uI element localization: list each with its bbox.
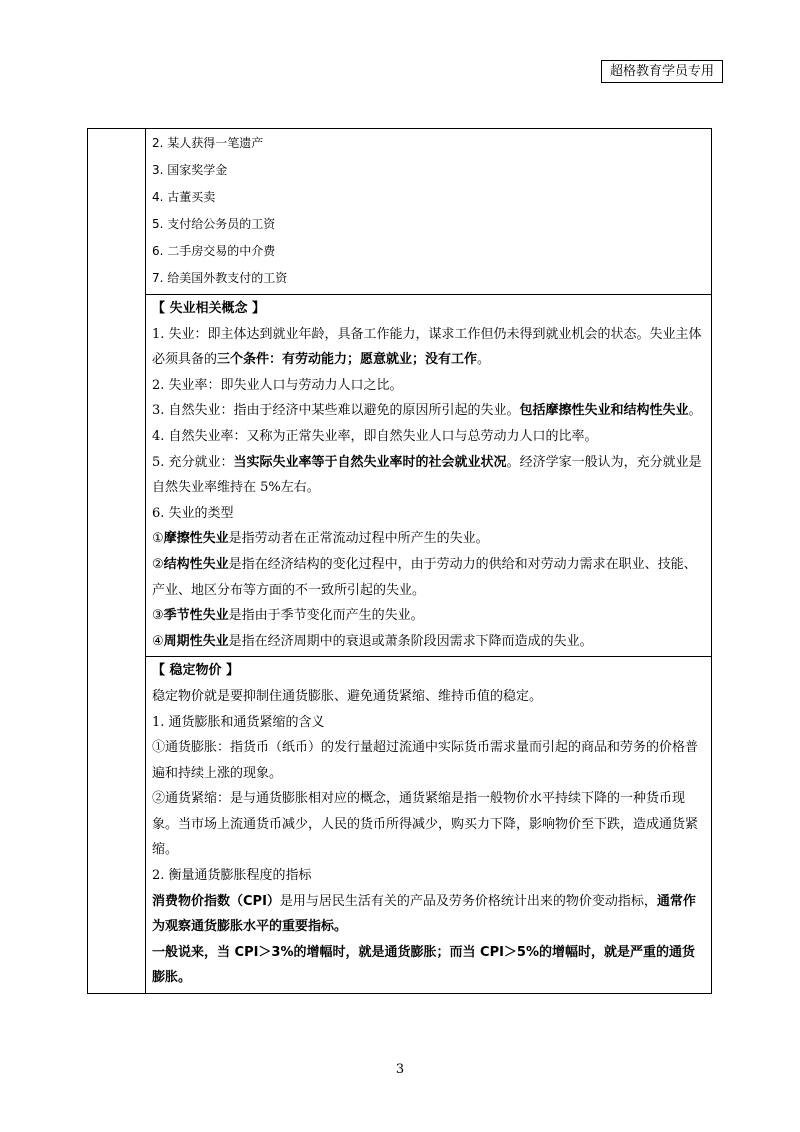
section-title-unemployment: 【 失业相关概念 】 xyxy=(152,301,266,316)
list-item: 6. 二手房交易的中介费 xyxy=(152,244,276,258)
list-item: 2. 某人获得一笔遗产 xyxy=(152,136,264,150)
unemployment-cell xyxy=(146,295,712,657)
inflation-definition: ①通货膨胀：指货币（纸币）的发行量超过流通中实际货币需求量而引起的商品和劳务的价格普遍和持续上涨的现象。 xyxy=(152,740,699,781)
prices-subheading-2: 2. 衡量通货膨胀程度的指标 xyxy=(152,868,312,884)
unemployment-types-heading: 6. 失业的类型 xyxy=(152,505,234,521)
examples-cell xyxy=(146,129,712,295)
list-item: 7. 给美国外教支付的工资 xyxy=(152,271,288,285)
prices-cell xyxy=(146,657,712,994)
unemployment-rate: 2. 失业率：即失业人口与劳动力人口之比。 xyxy=(152,377,403,393)
natural-unemployment-rate: 4. 自然失业率：又称为正常失业率，即自然失业人口与总劳动力人口的比率。 xyxy=(152,428,598,444)
section-title-prices: 【 稳定物价 】 xyxy=(152,663,240,679)
header-label: 超格教育学员专用 xyxy=(601,60,723,83)
seasonal-unemployment: ③季节性失业是指由于季节变化而产生的失业。 xyxy=(152,608,424,624)
natural-unemployment: 3. 自然失业：指由于经济中某些难以避免的原因所引起的失业。包括摩擦性失业和结构性失业。 xyxy=(152,403,702,419)
cyclical-unemployment: ④周期性失业是指在经济周期中的衰退或萧条阶段因需求下降而造成的失业。 xyxy=(152,633,593,649)
list-item: 5. 支付给公务员的工资 xyxy=(152,217,276,231)
list-item: 4. 古董买卖 xyxy=(152,190,216,204)
prices-intro: 稳定物价就是要抑制住通货膨胀、避免通货紧缩、维持币值的稳定。 xyxy=(152,688,543,704)
prices-subheading-1: 1. 通货膨胀和通货紧缩的含义 xyxy=(152,714,325,730)
page-number: 3 xyxy=(395,1062,405,1077)
content-table xyxy=(87,128,712,994)
cpi-rule: 一般说来，当 CPI＞3%的增幅时，就是通货膨胀；而当 CPI＞5%的增幅时，就是严重的通货膨胀。 xyxy=(152,944,696,986)
deflation-definition: ②通货紧缩：是与通货膨胀相对应的概念，通货紧缩是指一般物价水平持续下降的一种货币现象。当市场上流通货币减少，人民的货币所得减少，购买力下降，影响物价至下跌，造成通货紧缩。 xyxy=(152,791,699,858)
cpi-definition: 消费物价指数（CPI）是用与居民生活有关的产品及劳务价格统计出来的物价变动指标，通常作为观察通货膨胀水平的重要指标。 xyxy=(152,893,696,935)
left-column xyxy=(88,129,146,994)
full-employment: 5. 充分就业：当实际失业率等于自然失业率时的社会就业状况。经济学家一般认为，充分就业是自然失业率维持在 5%左右。 xyxy=(152,454,702,496)
frictional-unemployment: ①摩擦性失业是指劳动者在正常流动过程中所产生的失业。 xyxy=(152,531,489,547)
structural-unemployment: ②结构性失业是指在经济结构的变化过程中，由于劳动力的供给和对劳动力需求在职业、技能、产业、地区分布等方面的不一致所引起的失业。 xyxy=(152,556,697,598)
list-item: 3. 国家奖学金 xyxy=(152,163,228,177)
unemployment-definition: 1. 失业：即主体达到就业年龄，具备工作能力，谋求工作但仍未得到就业机会的状态。失业主体必须具备的三个条件：有劳动能力；愿意就业；没有工作。 xyxy=(152,326,702,368)
